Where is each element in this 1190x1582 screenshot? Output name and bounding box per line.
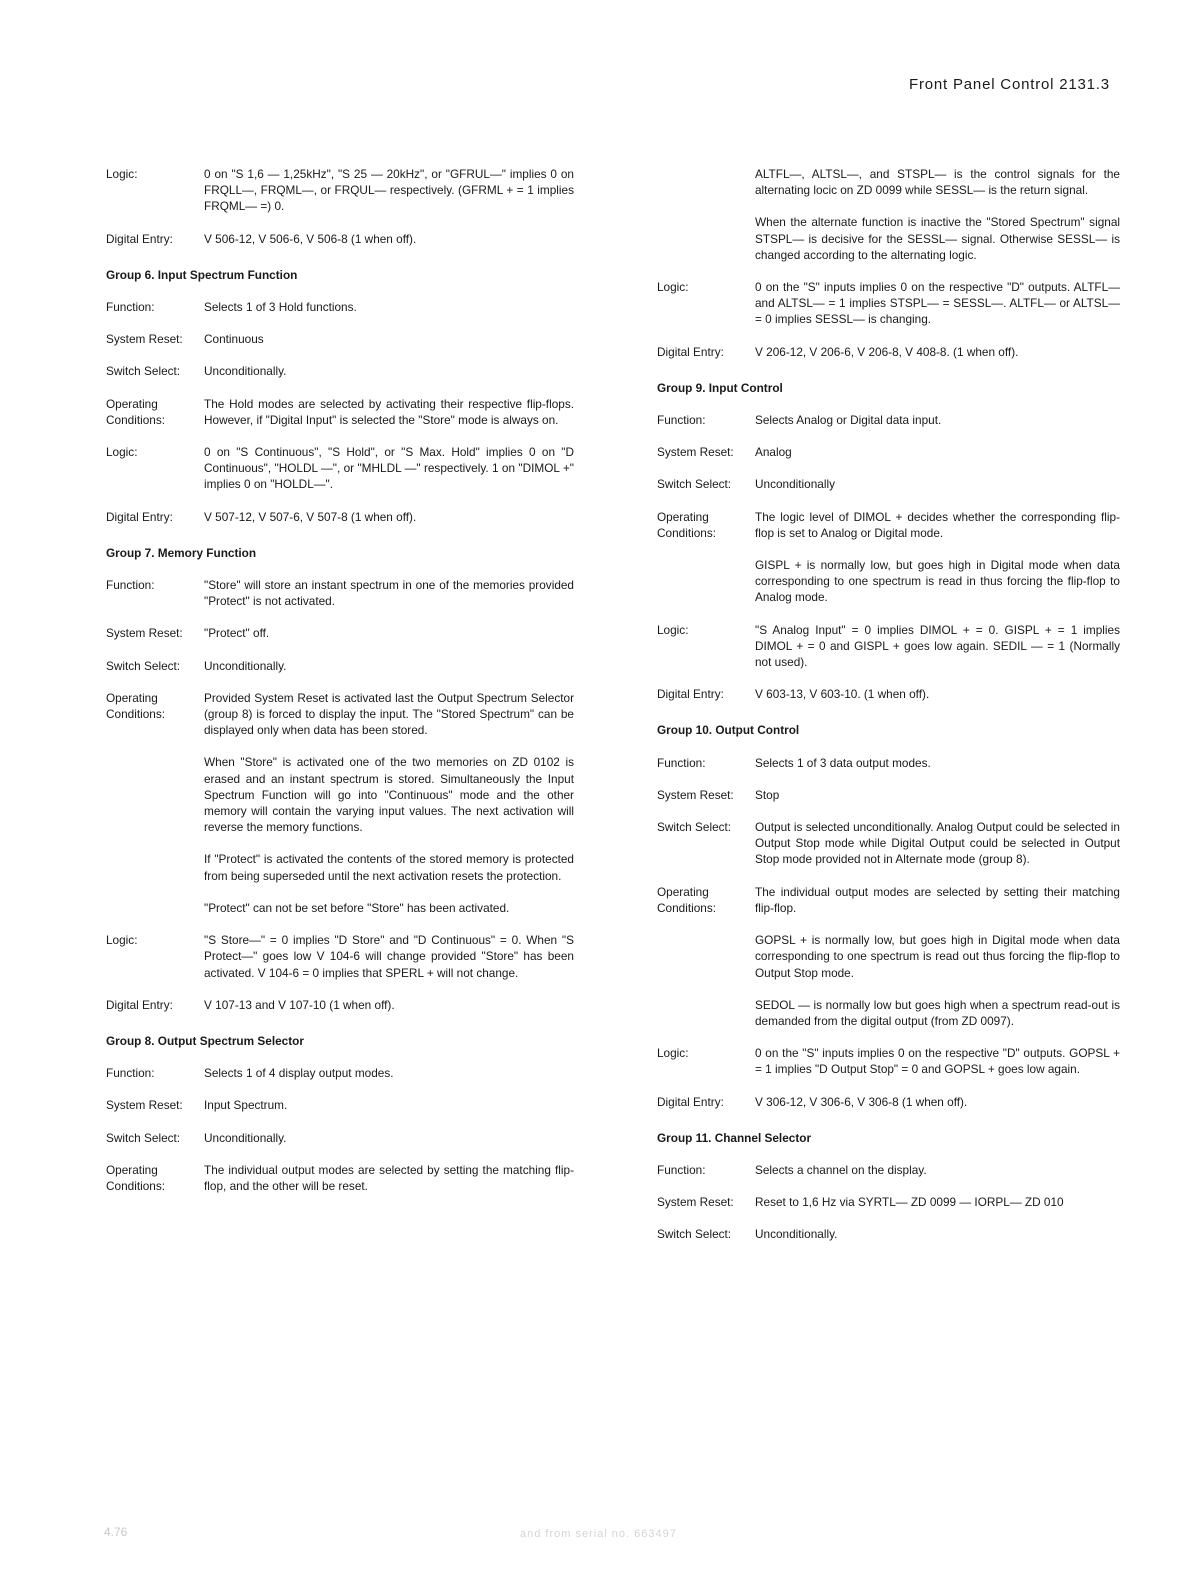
spec-row [106, 444, 574, 493]
spec-row [106, 331, 574, 347]
spec-paragraph: "Protect" off. [204, 626, 270, 641]
spec-paragraph: Stop [755, 787, 780, 802]
spec-label: Operating Conditions: [106, 690, 166, 722]
spec-paragraph: 0 on the "S" inputs implies 0 on the respective "D" outputs. GOPSL + = 1 implies "D Output Stop" = 0 and GOPSL + goes low again. [755, 1046, 1120, 1077]
spec-row [106, 658, 574, 674]
spec-row [657, 884, 1120, 1029]
footer-note: and from serial no. 663497 [520, 1528, 677, 1540]
spec-label: Function: [657, 755, 706, 770]
spec-label: Function: [106, 300, 155, 315]
spec-value [204, 690, 574, 916]
spec-row [657, 1194, 1120, 1210]
spec-value [755, 279, 1120, 328]
spec-label: Switch Select: [106, 658, 181, 673]
spec-paragraph: The individual output modes are selected by setting their matching flip-flop. [755, 884, 1120, 915]
spec-paragraph: "S Analog Input" = 0 implies DIMOL + = 0. GISPL + = 1 implies DIMOL + = 0 and GISPL + goes low again. SEDIL — = 1 (Normally not used). [755, 622, 1120, 670]
spec-value [204, 299, 574, 315]
spec-paragraph: 0 on "S 1,6 — 1,25kHz", "S 25 — 20kHz", or "GFRUL—" implies 0 on FRQLL—, FRQML—, or FRQUL— respectively. (GFRML + = 1 implies FRQML— =) 0. [204, 167, 574, 214]
spec-row [657, 1226, 1120, 1242]
spec-paragraph: "Protect" can not be set before "Store" has been activated. [204, 900, 510, 915]
spec-row [657, 509, 1120, 606]
spec-label: Switch Select: [657, 1227, 732, 1242]
spec-row [106, 509, 574, 525]
spec-value [755, 884, 1120, 1029]
right-column [657, 166, 1120, 1259]
spec-value [204, 231, 574, 247]
spec-paragraph: Unconditionally. [755, 1227, 838, 1242]
spec-label: Digital Entry: [106, 997, 173, 1012]
spec-paragraph: Selects 1 of 3 Hold functions. [204, 300, 357, 315]
spec-paragraph: GISPL + is normally low, but goes high in Digital mode when data corresponding to one spectrum is read in thus forcing the flip-flop to Analog mode. [755, 558, 1120, 605]
spec-label: Function: [657, 1162, 706, 1177]
spec-value [755, 1226, 1120, 1242]
spec-value [755, 344, 1120, 360]
spec-value [204, 997, 574, 1013]
spec-label: System Reset: [106, 1098, 183, 1113]
spec-value [755, 1162, 1120, 1178]
spec-paragraph: Unconditionally. [204, 364, 287, 379]
spec-row [657, 279, 1120, 328]
spec-value [755, 476, 1120, 492]
spec-paragraph: Selects a channel on the display. [755, 1162, 927, 1177]
spec-paragraph: Selects 1 of 4 display output modes. [204, 1066, 394, 1081]
spec-row [106, 690, 574, 916]
spec-label: Operating Conditions: [657, 509, 717, 540]
spec-row [657, 344, 1120, 360]
spec-row [106, 997, 574, 1013]
spec-paragraph: V 306-12, V 306-6, V 306-8 (1 when off). [755, 1094, 968, 1109]
spec-label: Logic: [106, 167, 138, 181]
spec-label: Function: [657, 413, 706, 428]
spec-label: Digital Entry: [106, 231, 173, 246]
spec-row [657, 686, 1120, 702]
spec-row [106, 166, 574, 215]
spec-paragraph: If "Protect" is activated the contents of the stored memory is protected from being superseded until the next activation resets the protection. [204, 852, 574, 883]
spec-row [657, 1045, 1120, 1077]
right-top-rows [657, 279, 1120, 360]
page-number: 4.76 [104, 1525, 128, 1539]
spec-value [204, 331, 574, 347]
spec-paragraph: "S Store—" = 0 implies "D Store" and "D Continuous" = 0. When "S Protect—" goes low V 104-6 will change provided "Store" has been activated. V 104-6 = 0 implies that SPERL + will not change. [204, 933, 574, 980]
spec-value [204, 444, 574, 493]
spec-row [106, 1162, 574, 1194]
spec-value [204, 509, 574, 525]
spec-label: Operating Conditions: [657, 884, 717, 915]
spec-paragraph: Unconditionally. [204, 1130, 287, 1145]
spec-paragraph: Output is selected unconditionally. Analog Output could be selected in Output Stop mode while Digital Output could be selected in Output Stop mode provided not in Alternate mode (group 8). [755, 820, 1120, 867]
spec-value [755, 509, 1120, 606]
spec-label: Logic: [106, 933, 138, 948]
spec-label: System Reset: [657, 445, 734, 460]
spec-row [106, 231, 574, 247]
spec-row [106, 299, 574, 315]
spec-paragraph: When "Store" is activated one of the two memories on ZD 0102 is erased and an instant spectrum is stored. Simultaneously the Input Spectrum Function will go into "Continuous" mode and the other memory will contain the varying input values. The next activation will reverse the memory functions. [204, 755, 574, 835]
spec-paragraph: V 506-12, V 506-6, V 506-8 (1 when off). [204, 231, 417, 246]
spec-row [106, 625, 574, 641]
spec-paragraph: "Store" will store an instant spectrum in one of the memories provided "Protect" is not activated. [204, 578, 574, 609]
spec-value [204, 932, 574, 981]
spec-paragraph: Unconditionally. [204, 658, 287, 673]
spec-row [657, 412, 1120, 428]
spec-value [755, 819, 1120, 868]
left-groups [106, 267, 574, 1194]
spec-value [755, 787, 1120, 803]
spec-label: Function: [106, 1066, 155, 1081]
spec-label: Digital Entry: [106, 509, 173, 524]
spec-label: Switch Select: [657, 477, 732, 492]
spec-paragraph: V 507-12, V 507-6, V 507-8 (1 when off). [204, 509, 417, 524]
intro-paragraph: When the alternate function is inactive the "Stored Spectrum" signal STSPL— is decisive for the SESSL— signal. Otherwise SESSL— is changed according to the alternating logic. [755, 215, 1120, 262]
spec-value [204, 1130, 574, 1146]
group-title: Group 9. Input Control [657, 380, 783, 395]
spec-value [755, 755, 1120, 771]
spec-value [204, 396, 574, 428]
spec-label: Function: [106, 578, 155, 593]
spec-value [204, 577, 574, 609]
spec-row [657, 444, 1120, 460]
spec-label: Logic: [106, 445, 138, 460]
spec-label: Logic: [657, 622, 689, 637]
spec-value [204, 363, 574, 379]
spec-paragraph: Reset to 1,6 Hz via SYRTL— ZD 0099 — IORPL— ZD 010 [755, 1195, 1064, 1210]
spec-paragraph: The Hold modes are selected by activating their respective flip-flops. However, if "Digital Input" is selected the "Store" mode is always on. [204, 396, 574, 427]
spec-row [657, 1162, 1120, 1178]
spec-paragraph: V 107-13 and V 107-10 (1 when off). [204, 997, 395, 1012]
right-groups [657, 380, 1120, 1243]
spec-paragraph: Analog [755, 445, 792, 460]
spec-paragraph: The logic level of DIMOL + decides whether the corresponding flip-flop is set to Analog or Digital mode. [755, 509, 1120, 540]
spec-label: Digital Entry: [657, 344, 724, 359]
spec-value [204, 166, 574, 215]
spec-label: Digital Entry: [657, 1094, 724, 1109]
page-header: Front Panel Control 2131.3 [909, 76, 1110, 93]
spec-label: Operating Conditions: [106, 396, 166, 427]
spec-paragraph: SEDOL — is normally low but goes high when a spectrum read-out is demanded from the digital output (from ZD 0097). [755, 997, 1120, 1028]
spec-row [657, 819, 1120, 868]
spec-value [755, 412, 1120, 428]
spec-label: Switch Select: [106, 1130, 181, 1145]
spec-row [106, 396, 574, 428]
spec-paragraph: V 603-13, V 603-10. (1 when off). [755, 687, 930, 702]
spec-label: System Reset: [106, 626, 183, 641]
spec-value [204, 658, 574, 674]
spec-paragraph: 0 on "S Continuous", "S Hold", or "S Max. Hold" implies 0 on "D Continuous", "HOLDL —", or "MHLDL —" respectively. 1 on "DIMOL +" implies 0 on "HOLDL—". [204, 445, 574, 492]
spec-value [755, 1194, 1120, 1210]
spec-paragraph: Provided System Reset is activated last the Output Spectrum Selector (group 8) is forced to display the input. The "Stored Spectrum" can be displayed only when data has been stored. [204, 690, 574, 738]
spec-label: System Reset: [657, 1195, 734, 1210]
spec-paragraph: Input Spectrum. [204, 1098, 288, 1113]
group-title: Group 10. Output Control [657, 723, 800, 738]
spec-paragraph: Selects 1 of 3 data output modes. [755, 755, 931, 770]
group-title: Group 7. Memory Function [106, 545, 257, 560]
spec-label: Operating Conditions: [106, 1162, 166, 1193]
spec-label: Logic: [657, 280, 689, 295]
group-title: Group 11. Channel Selector [657, 1130, 812, 1145]
spec-label: System Reset: [657, 787, 734, 802]
spec-row [657, 476, 1120, 492]
spec-paragraph: V 206-12, V 206-6, V 206-8, V 408-8. (1 when off). [755, 344, 1019, 359]
spec-value [204, 1065, 574, 1081]
spec-value [755, 1094, 1120, 1110]
spec-paragraph: Continuous [204, 332, 264, 347]
spec-value [755, 1045, 1120, 1077]
spec-value [755, 686, 1120, 702]
right-intro [657, 166, 1120, 263]
spec-value [204, 1097, 574, 1113]
spec-paragraph: The individual output modes are selected by setting the matching flip-flop, and the other will be reset. [204, 1162, 574, 1193]
spec-label: System Reset: [106, 332, 183, 347]
spec-label: Switch Select: [657, 820, 732, 835]
intro-paragraph: ALTFL—, ALTSL—, and STSPL— is the control signals for the alternating locic on ZD 0099 while SESSL— is the return signal. [755, 167, 1120, 198]
spec-row [106, 1130, 574, 1146]
group-title: Group 6. Input Spectrum Function [106, 267, 298, 282]
spec-paragraph: 0 on the "S" inputs implies 0 on the respective "D" outputs. ALTFL— and ALTSL— = 1 implies STSPL— = SESSL—. ALTFL— or ALTSL— = 0 implies SESSL— is changing. [755, 280, 1120, 327]
spec-row [657, 787, 1120, 803]
spec-row [657, 755, 1120, 771]
spec-value [755, 444, 1120, 460]
spec-paragraph: Selects Analog or Digital data input. [755, 413, 942, 428]
spec-paragraph: GOPSL + is normally low, but goes high in Digital mode when data corresponding to one spectrum is read out thus forcing the flip-flop to Output Stop mode. [755, 933, 1120, 980]
spec-value [204, 625, 574, 641]
spec-row [106, 1097, 574, 1113]
spec-row [106, 577, 574, 609]
left-column [106, 166, 574, 1210]
spec-row [657, 1094, 1120, 1110]
spec-row [657, 622, 1120, 671]
group-title: Group 8. Output Spectrum Selector [106, 1033, 304, 1048]
left-top-rows [106, 166, 574, 247]
spec-paragraph: Unconditionally [755, 477, 836, 492]
spec-row [106, 932, 574, 981]
spec-label: Switch Select: [106, 364, 181, 379]
spec-row [106, 1065, 574, 1081]
spec-value [204, 1162, 574, 1194]
spec-label: Logic: [657, 1046, 689, 1061]
spec-value [755, 622, 1120, 671]
spec-label: Digital Entry: [657, 687, 724, 702]
spec-row [106, 363, 574, 379]
